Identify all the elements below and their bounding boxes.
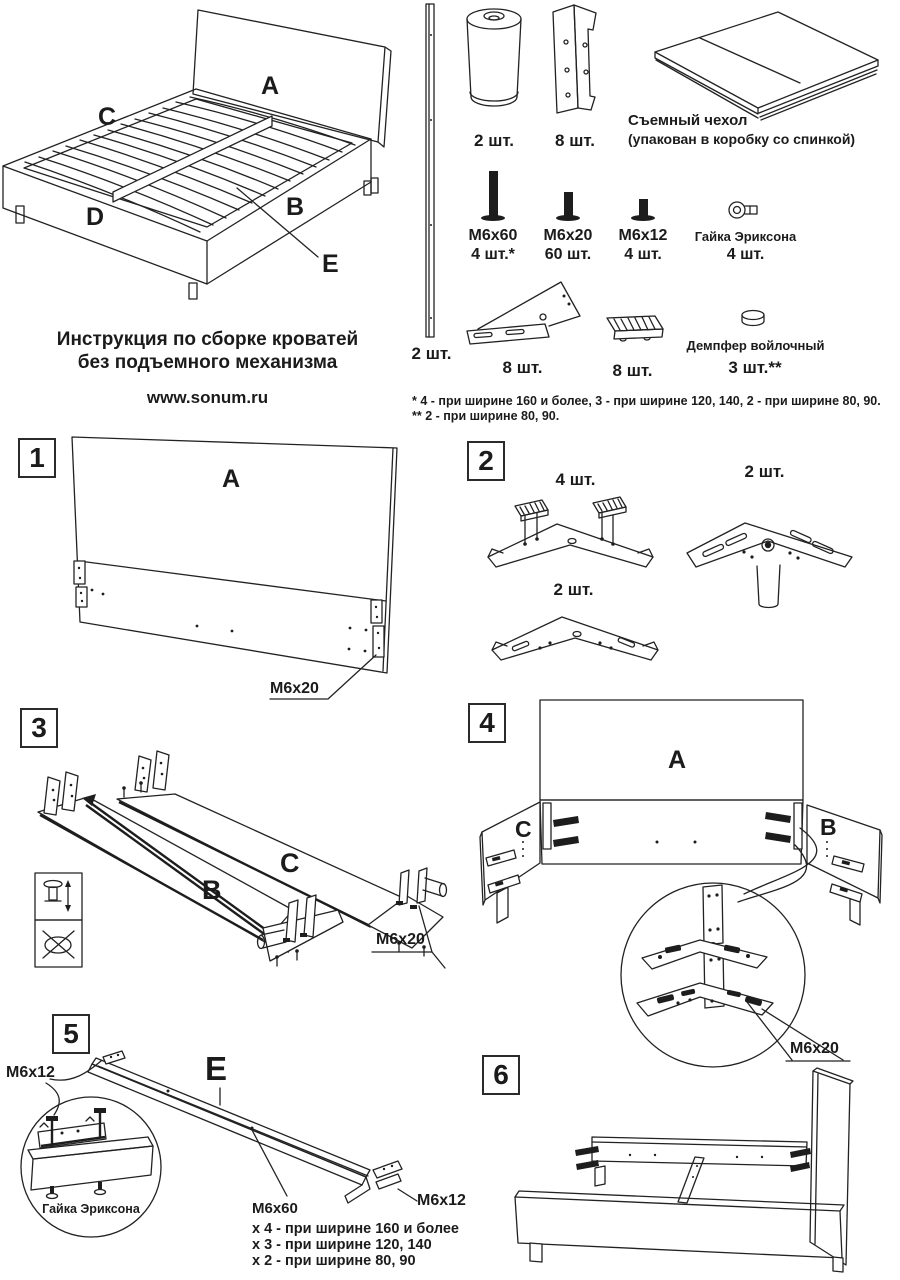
step6-number: 6 [482,1055,520,1095]
step4-callout-m6x20: M6x20 [790,1040,839,1057]
sheet-title-line2: без подъемного механизма [77,352,338,373]
erikson-nut-qty: 4 шт. [726,246,765,263]
corner-plate-part [467,282,580,344]
step5-bolt-note2: x 3 - при ширине 120, 140 [252,1237,432,1253]
slat-strip-part [426,4,434,337]
felt-damper-qty: 3 шт.** [728,358,782,377]
slat-holder-part [607,316,663,341]
step5-bolt-note1: x 4 - при ширине 160 и более [252,1221,459,1237]
step5-label-e: E [205,1050,228,1087]
step4-label-c: C [515,816,532,842]
step3-label-c: C [280,848,300,878]
bolt-m6x20-icon [556,192,580,221]
step2-qty-leg-plates: 2 шт. [744,462,785,481]
step4-number: 4 [468,703,506,743]
bolt-m6x12-icon [631,199,655,221]
overview-label-d: D [86,203,105,231]
step5-bolt-title: M6x60 [252,1200,298,1217]
footnote-2: ** 2 - при ширине 80, 90. [412,409,560,423]
footnote-1: * 4 - при ширине 160 и более, 3 - при ширине 120, 140, 2 - при ширине 80, 90. [412,394,881,408]
overview-label-c: C [98,103,117,131]
step4-label-a: A [668,746,687,774]
leg-qty: 2 шт. [474,131,514,150]
felt-damper-part [742,311,764,326]
overview-label-a: A [261,72,280,100]
step1-callout-m6x20: M6x20 [270,680,319,697]
step2-qty-holders: 4 шт. [555,470,596,489]
leg-part [467,9,521,106]
step3-label-b: B [202,875,222,905]
erikson-nut-icon [729,202,757,218]
bolt-m6x12-label: M6x12 [618,227,668,244]
step5-number: 5 [52,1014,90,1054]
bolt-m6x12-qty: 4 шт. [624,246,662,263]
step1-label-a: A [222,465,241,493]
step5-nut-label: Гайка Эриксона [42,1202,140,1216]
bolt-m6x60-qty: 4 шт.* [471,246,515,263]
step2-qty-plates: 2 шт. [553,580,594,599]
step2-number: 2 [467,441,505,481]
corner-bracket-qty: 8 шт. [555,131,595,150]
overview-label-b: B [286,193,305,221]
sheet-title-line1: Инструкция по сборке кроватей [56,329,359,350]
corner-bracket-part [553,5,596,113]
step4-label-b: B [820,814,837,840]
felt-damper-label: Демпфер войлочный [686,338,825,353]
corner-plate-qty: 8 шт. [502,358,543,377]
overview-label-e: E [322,250,339,278]
cover-note: (упакован в коробку со спинкой) [628,131,856,147]
cover-name: Съемный чехол [628,112,748,129]
cover-part [655,12,878,120]
step5-callout-m6x12-right: M6x12 [417,1192,466,1209]
bolt-m6x20-label: M6x20 [543,227,593,244]
step6-assembled-drawing [515,1068,853,1272]
height-adjust-foot-icon [44,880,71,912]
erikson-nut-label: Гайка Эриксона [694,229,797,244]
slat-holder-qty: 8 шт. [612,361,653,380]
bolt-m6x20-qty: 60 шт. [544,246,592,263]
step3-number: 3 [20,708,58,748]
step5-bolt-note3: x 2 - при ширине 80, 90 [252,1253,416,1269]
no-unscrew-icon [43,931,74,958]
bolt-m6x60-label: M6x60 [468,227,518,244]
step1-number: 1 [18,438,56,478]
website-link: www.sonum.ru [146,388,269,407]
step3-callout-m6x20: M6x20 [376,931,425,948]
step5-callout-m6x12-left: M6x12 [6,1064,55,1081]
bolt-m6x60-icon [481,171,505,221]
step2-plates-drawing [488,497,852,660]
slat-strip-qty: 2 шт. [411,344,452,363]
